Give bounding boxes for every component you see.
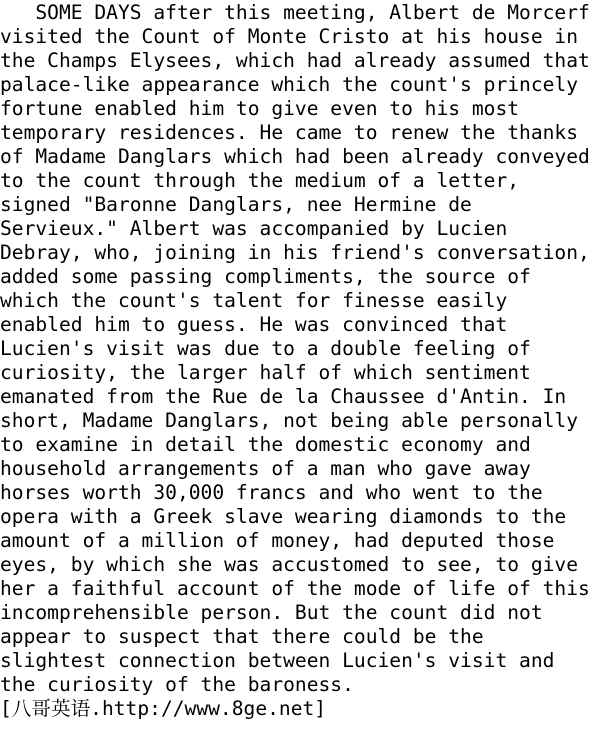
text-line-6: temporary residences. He came to renew the thanks	[0, 121, 579, 144]
text-line-4: palace-like appearance which the count's princely	[0, 73, 579, 96]
source-line: [八哥英语.http://www.8ge.net]	[0, 697, 327, 720]
text-line-7: of Madame Danglars which had been already conveyed	[0, 145, 590, 168]
text-line-29: the curiosity of the baroness.	[0, 673, 354, 696]
text-line-23: amount of a million of money, had deputed those	[0, 529, 555, 552]
text-line-21: horses worth 30,000 francs and who went to the	[0, 481, 543, 504]
text-line-9: signed "Baronne Danglars, nee Hermine de	[0, 193, 472, 216]
text-line-25: her a faithful account of the mode of life of this	[0, 577, 590, 600]
text-line-28: slightest connection between Lucien's visit and	[0, 649, 555, 672]
text-line-24: eyes, by which she was accustomed to see, to give	[0, 553, 579, 576]
text-line-5: fortune enabled him to give even to his most	[0, 97, 520, 120]
text-line-8: to the count through the medium of a letter,	[0, 169, 520, 192]
text-line-13: which the count's talent for finesse easily	[0, 289, 508, 312]
text-line-22: opera with a Greek slave wearing diamonds to the	[0, 505, 567, 528]
text-line-17: emanated from the Rue de la Chaussee d'Antin. In	[0, 385, 567, 408]
text-line-3: the Champs Elysees, which had already assumed that	[0, 49, 590, 72]
text-line-10: Servieux." Albert was accompanied by Lucien	[0, 217, 508, 240]
text-line-14: enabled him to guess. He was convinced that	[0, 313, 508, 336]
text-line-11: Debray, who, joining in his friend's conversation,	[0, 241, 590, 264]
text-line-27: appear to suspect that there could be the	[0, 625, 484, 648]
text-line-2: visited the Count of Monte Cristo at his house in	[0, 25, 579, 48]
text-line-12: added some passing compliments, the source of	[0, 265, 531, 288]
text-line-20: household arrangements of a man who gave away	[0, 457, 531, 480]
text-line-18: short, Madame Danglars, not being able personally	[0, 409, 579, 432]
text-line-16: curiosity, the larger half of which sentiment	[0, 361, 531, 384]
text-line-15: Lucien's visit was due to a double feeling of	[0, 337, 531, 360]
text-line-19: to examine in detail the domestic economy and	[0, 433, 531, 456]
text-line-26: incomprehensible person. But the count did not	[0, 601, 543, 624]
text-line-1: SOME DAYS after this meeting, Albert de Morcerf	[0, 1, 590, 24]
